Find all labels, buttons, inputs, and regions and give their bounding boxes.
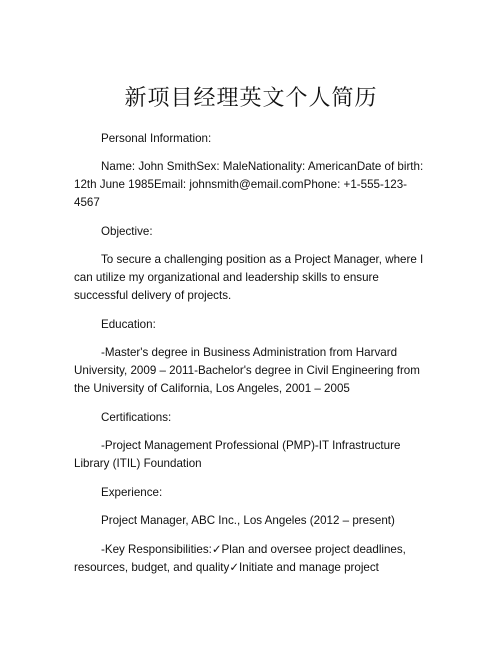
document-title: 新项目经理英文个人简历 [124, 86, 378, 111]
document-body [74, 130, 428, 588]
certifications-paragraph: -Project Management Professional (PMP)-IT Infrastructure Library (ITIL) Foundation [74, 439, 401, 470]
section-heading-certifications: Certifications: [101, 411, 172, 424]
education-paragraph: -Master's degree in Business Administration from Harvard University, 2009 – 2011-Bachelor's degree in Civil Engineering from the University of California, Los Angeles, 2001 – 2005 [74, 346, 420, 395]
section-heading-objective: Objective: [101, 225, 153, 238]
personal-information-paragraph: Name: John SmithSex: MaleNationality: AmericanDate of birth: 12th June 1985Email: johnsmith@email.comPhone: +1-555-123-4567 [74, 160, 424, 209]
key-responsibilities-paragraph: -Key Responsibilities:✓Plan and oversee project deadlines, resources, budget, and quality✓Initiate and manage project [74, 543, 406, 574]
experience-role-paragraph: Project Manager, ABC Inc., Los Angeles (2012 – present) [101, 514, 395, 527]
section-heading-education: Education: [101, 318, 156, 331]
objective-paragraph: To secure a challenging position as a Project Manager, where I can utilize my organizational and leadership skills to ensure successful delivery of projects. [74, 253, 424, 302]
section-heading-experience: Experience: [101, 486, 163, 499]
section-heading-personal-information: Personal Information: [101, 132, 212, 145]
